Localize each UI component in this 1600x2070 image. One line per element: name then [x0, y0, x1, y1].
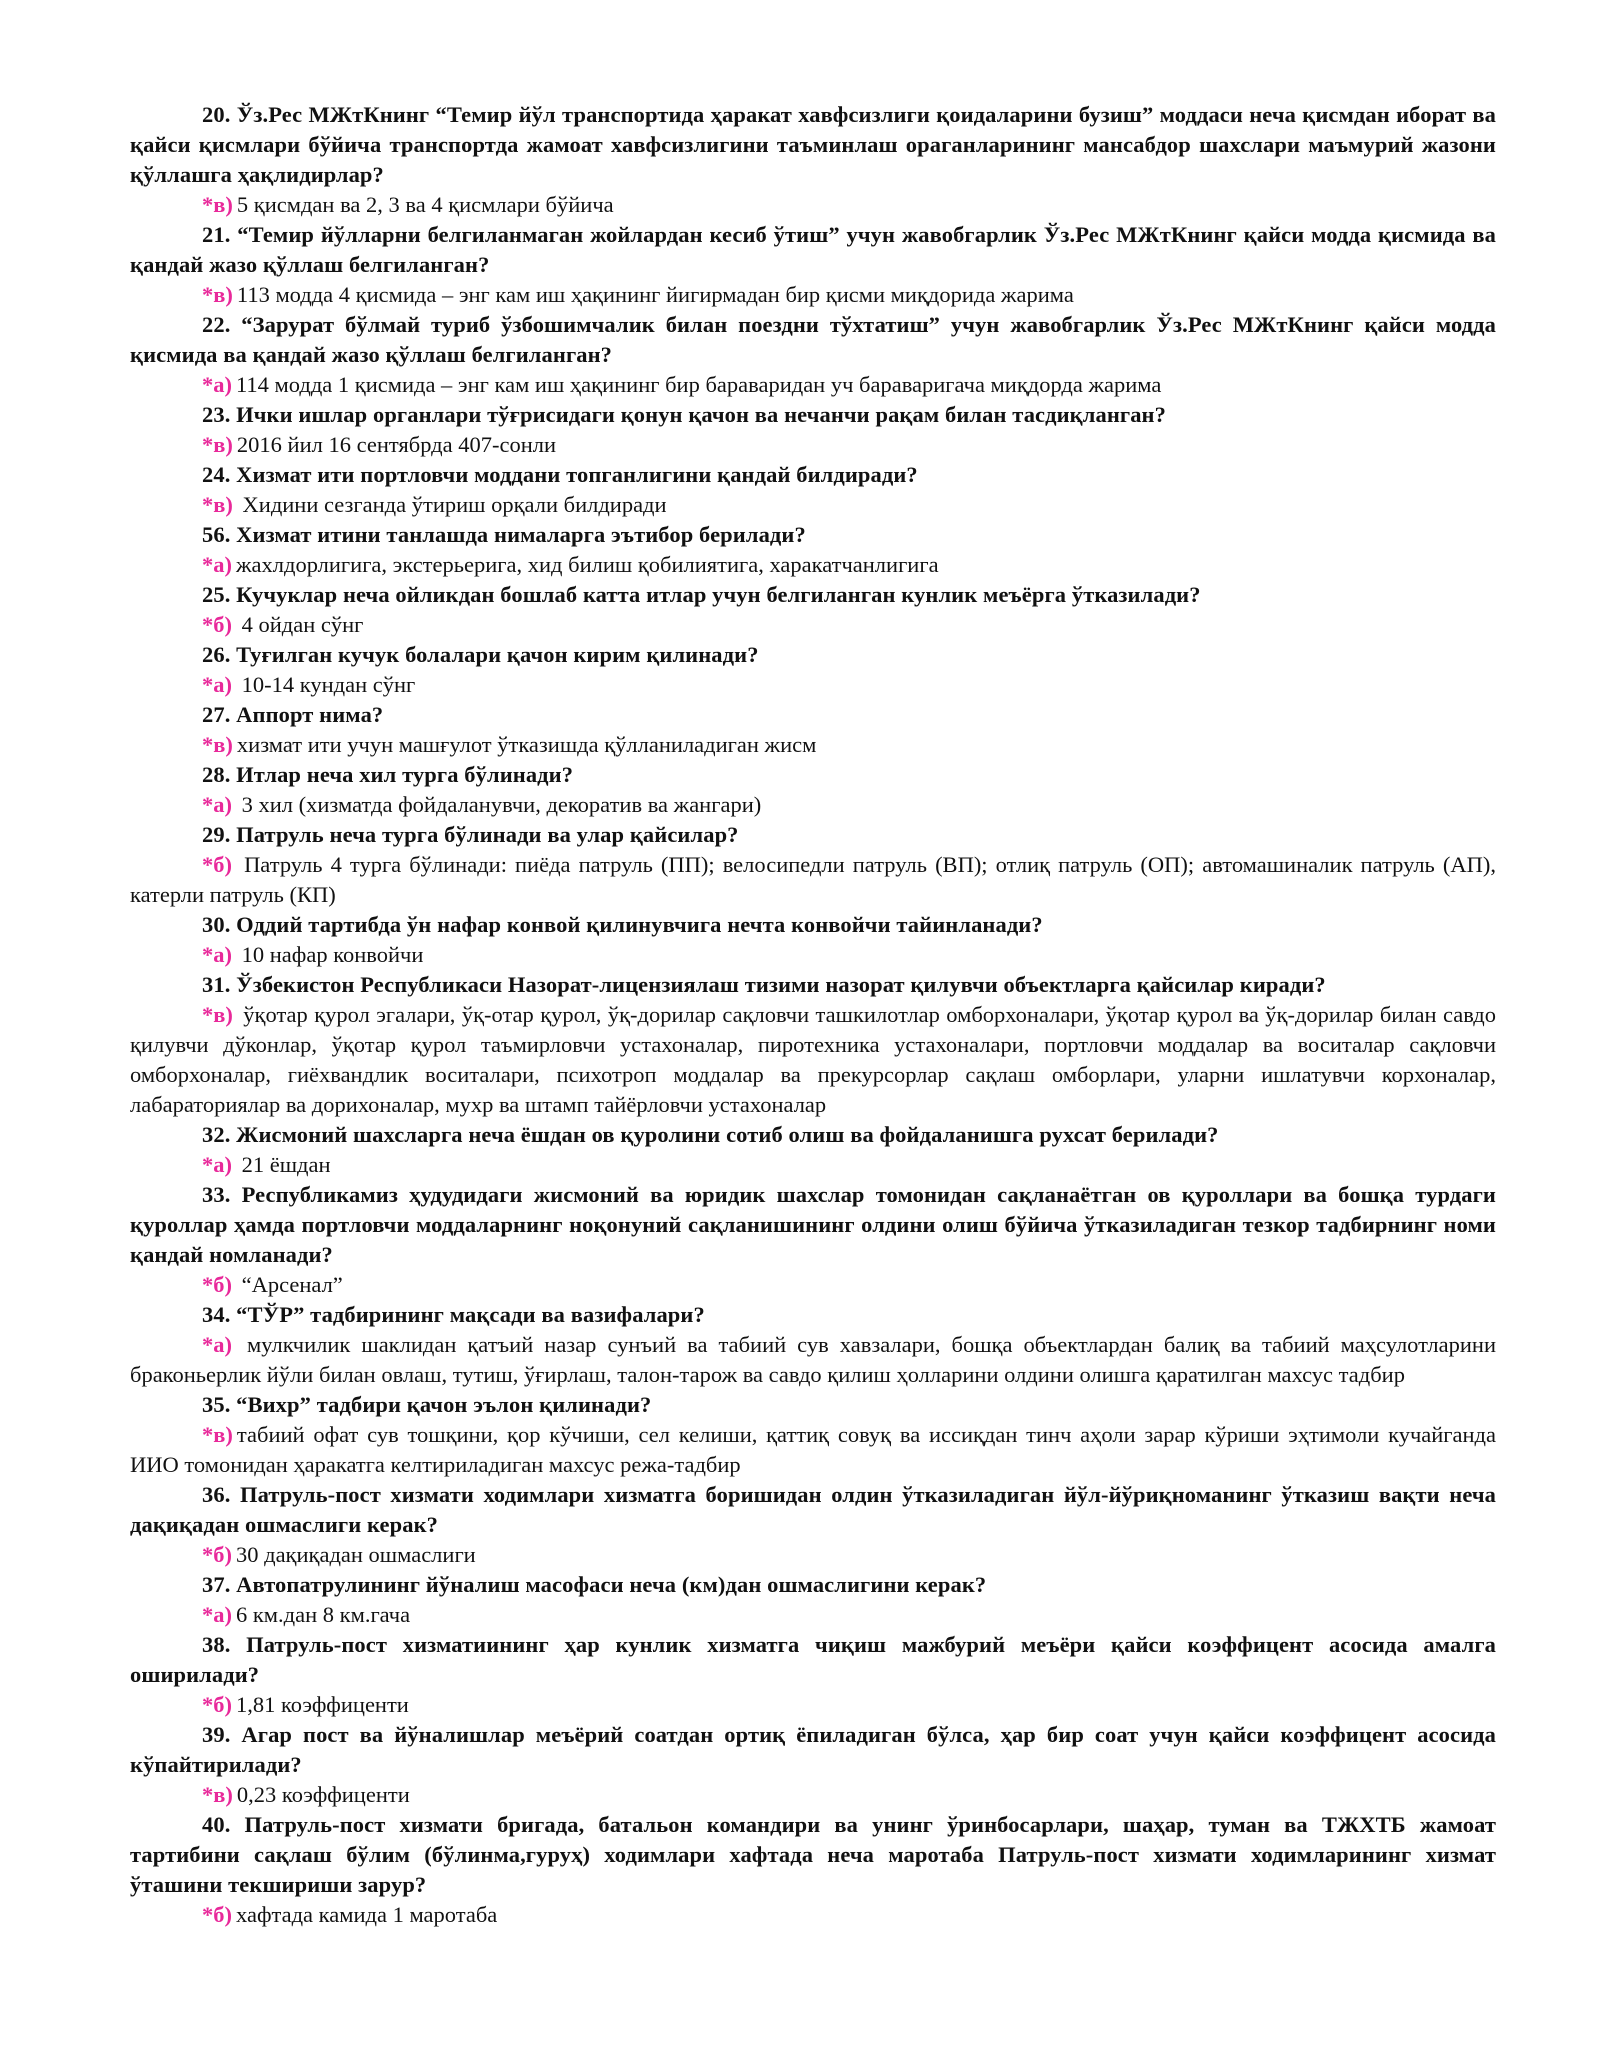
answer-36: [130, 1540, 1496, 1570]
answer-35: [130, 1420, 1496, 1480]
answer-marker: *а): [202, 1602, 232, 1627]
answer-text: 114 модда 1 қисмида – энг кам иш ҳақининг бир бараваридан уч бараваригача миқдорда жарима: [236, 372, 1162, 397]
answer-56: [130, 550, 1496, 580]
answer-21: [130, 280, 1496, 310]
answer-37: [130, 1600, 1496, 1630]
answer-text: жахлдорлигига, экстерьерига, хид билиш қобилиятига, харакатчанлигига: [236, 552, 939, 577]
question-27: 27. Аппорт нима?: [202, 702, 384, 727]
question-32: 32. Жисмоний шахсларга неча ёшдан ов қуролини сотиб олиш ва фойдаланишга рухсат берилади?: [202, 1122, 1219, 1147]
answer-marker: *б): [202, 1272, 232, 1297]
answer-marker: *а): [202, 942, 232, 967]
answer-39: [130, 1780, 1496, 1810]
answer-27: [130, 730, 1496, 760]
question-33: 33. Республикамиз ҳудудидаги жисмоний ва юридик шахслар томонидан сақланаётган ов қуроллари ва бошқа турдаги қуроллар ҳамда портловчи моддаларнинг ноқонуний сақланишининг олдини олиш бўйича ўтказиладиган тезкор тадбирнинг номи қандай номланади?: [130, 1182, 1496, 1267]
answer-marker: *а): [202, 1152, 232, 1177]
question-56: 56. Хизмат итини танлашда нималарга эътибор берилади?: [202, 522, 806, 547]
answer-marker: *б): [202, 612, 232, 637]
question-22: 22. “Зарурат бўлмай туриб ўзбошимчалик билан поездни тўхтатиш” учун жавобгарлик Ўз.Рес МЖтКнинг қайси модда қисмида ва қандай жазо қўллаш белгиланган?: [130, 312, 1496, 367]
answer-marker: *б): [202, 1692, 232, 1717]
answer-marker: *в): [202, 492, 233, 517]
answer-32: [130, 1150, 1496, 1180]
answer-marker: *в): [202, 192, 233, 217]
question-38: 38. Патруль-пост хизматиининг ҳар кунлик хизматга чиқиш мажбурий меъёри қайси коэффицент асосида амалга оширилади?: [130, 1632, 1496, 1687]
answer-text: 5 қисмдан ва 2, 3 ва 4 қисмлари бўйича: [236, 192, 614, 217]
answer-text: 10 нафар конвойчи: [236, 942, 424, 967]
answer-25: [130, 610, 1496, 640]
answer-text: 10-14 кундан сўнг: [236, 672, 416, 697]
answer-text: 4 ойдан сўнг: [236, 612, 364, 637]
question-25: 25. Кучуклар неча ойликдан бошлаб катта итлар учун белгиланган кунлик меъёрга ўтказилади?: [202, 582, 1201, 607]
answer-text: хафтада камида 1 маротаба: [236, 1902, 498, 1927]
question-23: 23. Ички ишлар органлари тўғрисидаги қонун қачон ва нечанчи рақам билан тасдиқланган?: [202, 402, 1166, 427]
answer-40: [130, 1900, 1496, 1930]
answer-38: [130, 1690, 1496, 1720]
answer-text: хизмат ити учун машғулот ўтказишда қўлланиладиган жисм: [236, 732, 817, 757]
answer-20: [130, 190, 1496, 220]
answer-marker: *в): [202, 732, 233, 757]
answer-marker: *б): [202, 1902, 232, 1927]
question-31: 31. Ўзбекистон Республикаси Назорат-лицензиялаш тизими назорат қилувчи объектларга қайсилар киради?: [202, 972, 1326, 997]
answer-22: [130, 370, 1496, 400]
question-36: 36. Патруль-пост хизмати ходимлари хизматга боришидан олдин ўтказиладиган йўл-йўриқноманинг ўтказиш вақти неча дақиқадан ошмаслиги керак?: [130, 1482, 1496, 1537]
answer-text: 3 хил (хизматда фойдаланувчи, декоратив ва жангари): [236, 792, 762, 817]
answer-marker: *б): [202, 852, 232, 877]
answer-30: [130, 940, 1496, 970]
answer-text: 0,23 коэффиценти: [236, 1782, 410, 1807]
answer-marker: *а): [202, 1332, 232, 1357]
answer-text: ўқотар қурол эгалари, ўқ-отар қурол, ўқ-дорилар сақловчи ташкилотлар омборхоналари, ўқотар қурол ва ўқ-дорилар билан савдо қилувчи дўконлар, ўқотар қурол таъмирловчи устахоналар, пиротехника устахоналари, портловчи моддалар ва воситалар сақловчи омборхоналар, гиёхвандлик воситалари, психотроп моддалар ва прекурсорлар сақлаш омборлари, уларни ишлатувчи корхоналар, лабараториялар ва дорихоналар, мухр ва штамп тайёрловчи устахоналар: [130, 1002, 1496, 1117]
question-24: 24. Хизмат ити портловчи моддани топганлигини қандай билдиради?: [202, 462, 918, 487]
answer-text: 21 ёшдан: [236, 1152, 331, 1177]
answer-29: [130, 850, 1496, 910]
answer-marker: *в): [202, 1002, 233, 1027]
answer-23: [130, 430, 1496, 460]
answer-26: [130, 670, 1496, 700]
answer-33: [130, 1270, 1496, 1300]
answer-text: Хидини сезганда ўтириш орқали билдиради: [236, 492, 667, 517]
answer-text: 30 дақиқадан ошмаслиги: [236, 1542, 476, 1567]
question-20: 20. Ўз.Рес МЖтКнинг “Темир йўл транспортида ҳаракат хавфсизлиги қоидаларини бузиш” моддаси неча қисмдан иборат ва қайси қисмлари бўйича транспортда жамоат хавфсизлигини таъминлаш ораганларининг мансабдор шахслари маъмурий жазони қўллашга ҳақлидирлар?: [130, 102, 1496, 187]
answer-text: табиий офат сув тошқини, қор кўчиши, сел келиши, қаттиқ совуқ ва иссиқдан тинч аҳоли зарар кўриши эҳтимоли кучайганда ИИО томонидан ҳаракатга келтириладиган махсус режа-тадбир: [130, 1422, 1496, 1477]
answer-text: “Арсенал”: [236, 1272, 343, 1297]
answer-marker: *а): [202, 552, 232, 577]
question-21: 21. “Темир йўлларни белгиланмаган жойлардан кесиб ўтиш” учун жавобгарлик Ўз.Рес МЖтКнинг қайси модда қисмида ва қандай жазо қўллаш белгиланган?: [130, 222, 1496, 277]
answer-marker: *в): [202, 1422, 233, 1447]
document-page: [130, 100, 1496, 1930]
answer-marker: *а): [202, 792, 232, 817]
answer-text: 1,81 коэффиценти: [236, 1692, 409, 1717]
answer-marker: *б): [202, 1542, 232, 1567]
answer-marker: *в): [202, 1782, 233, 1807]
answer-28: [130, 790, 1496, 820]
answer-34: [130, 1330, 1496, 1390]
question-26: 26. Туғилган кучук болалари қачон кирим қилинади?: [202, 642, 759, 667]
answer-text: мулкчилик шаклидан қатъий назар сунъий ва табиий сув хавзалари, бошқа объектлардан балиқ ва табиий маҳсулотларини браконьерлик йўли билан овлаш, тутиш, ўғирлаш, талон-тарож ва савдо қилиш ҳолларини олдини олишга қаратилган махсус тадбир: [130, 1332, 1496, 1387]
answer-31: [130, 1000, 1496, 1120]
question-37: 37. Автопатрулининг йўналиш масофаси неча (км)дан ошмаслигини керак?: [202, 1572, 987, 1597]
answer-marker: *а): [202, 372, 232, 397]
answer-text: 2016 йил 16 сентябрда 407-сонли: [236, 432, 557, 457]
answer-text: Патруль 4 турга бўлинади: пиёда патруль (ПП); велосипедли патруль (ВП); отлиқ патруль (ОП); автомашиналик патруль (АП), катерли патруль (КП): [130, 852, 1496, 907]
question-35: 35. “Вихр” тадбири қачон эълон қилинади?: [202, 1392, 652, 1417]
question-40: 40. Патруль-пост хизмати бригада, батальон командири ва унинг ўринбосарлари, шаҳар, туман ва ТЖХТБ жамоат тартибини сақлаш бўлим (бўлинма,гуруҳ) ходимлари хафтада неча маротаба Патруль-пост хизмати ходимларининг хизмат ўташини текшириши зарур?: [130, 1812, 1496, 1897]
question-28: 28. Итлар неча хил турга бўлинади?: [202, 762, 574, 787]
answer-marker: *в): [202, 282, 233, 307]
answer-24: [130, 490, 1496, 520]
question-30: 30. Оддий тартибда ўн нафар конвой қилинувчига нечта конвойчи тайинланади?: [202, 912, 1043, 937]
answer-text: 6 км.дан 8 км.гача: [236, 1602, 411, 1627]
answer-marker: *в): [202, 432, 233, 457]
question-34: 34. “ТЎР” тадбирининг мақсади ва вазифалари?: [202, 1302, 705, 1327]
question-29: 29. Патруль неча турга бўлинади ва улар қайсилар?: [202, 822, 739, 847]
answer-text: 113 модда 4 қисмида – энг кам иш ҳақининг йигирмадан бир қисми миқдорида жарима: [236, 282, 1074, 307]
answer-marker: *а): [202, 672, 232, 697]
question-39: 39. Агар пост ва йўналишлар меъёрий соатдан ортиқ ёпиладиган бўлса, ҳар бир соат учун қайси коэффицент асосида кўпайтирилади?: [130, 1722, 1496, 1777]
